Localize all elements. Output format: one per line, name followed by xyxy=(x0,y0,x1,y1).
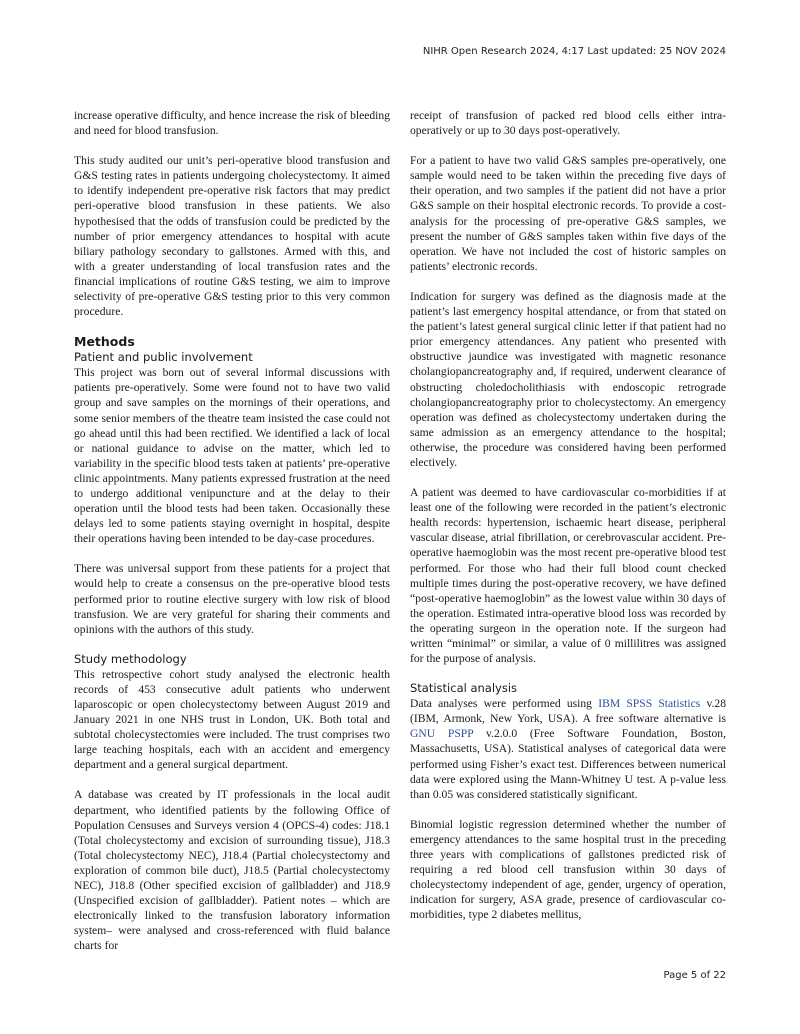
paragraph: Binomial logistic regression determined whether the number of emergency attendances to the same hospital trust in the preceding three years with complications of gallstones predicted risk of requiring a red blood cell transfusion within 30 days of cholecystectomy independent of age, gender, urgency of operation, indication for surgery, ASA grade, presence of cardiovascular co-morbidities, type 2 diabetes mellitus, xyxy=(410,817,726,922)
text-span: Data analyses were performed using xyxy=(410,697,599,711)
paragraph-statistical-analysis xyxy=(410,696,726,802)
paragraph: A patient was deemed to have cardiovascular co-morbidities if at least one of the following were recorded in the patient’s electronic health records: hypertension, ischaemic heart disease, peripheral vascular disease, atrial fibrillation, or cerebrovascular accident. Pre-operative haemoglobin was the most recent pre-operative blood test performed. For those who had their full blood count checked multiple times during the post-operative recovery, we have defined “post-operative haemoglobin” as the lowest value within 30 days of the operation. Estimated intra-operative blood loss was recorded by the operating surgeon in the operation note. If the surgeon had written “minimal” or similar, a value of 0 millilitres was assigned for the purpose of analysis. xyxy=(410,486,726,666)
paragraph: Indication for surgery was defined as the diagnosis made at the patient’s last emergency hospital attendance, or from that stated on the patient’s latest general surgical clinic letter if that patient had no prior emergency attendances. Any patient who presented with obstructive jaundice was investigated with magnetic resonance cholangiopancreatography and, if required, underwent clearance of obstructing choledocholithiasis with endoscopic retrograde cholangiopancreatography prior to cholecystectomy. An emergency operation was defined as cholecystectomy undertaken during the same admission as an emergency attendance to the hospital; otherwise, the procedure was considered having been performed electively. xyxy=(410,289,726,469)
running-head: NIHR Open Research 2024, 4:17 Last updated: 25 NOV 2024 xyxy=(422,46,726,57)
paragraph: This project was born out of several informal discussions with patients pre-operatively. Some were found not to have two valid group and save samples on the mornings of their operations, and some senior members of the theatre team insisted the case could not go ahead until this had been rectified. We identified a lack of local or national guidance to advise on the matter, which led to variability in the specific blood tests taken at patients’ pre-operative clinic appointments. Many patients expressed frustration at the need to undergo additional venipuncture and at the delay to their operation until the blood tests had been taken. Occasionally these delays led to some patients staying overnight in hospital, despite their operations having been intended to be day-case procedures. xyxy=(74,366,390,546)
subsection-heading-ppi: Patient and public involvement xyxy=(74,350,253,365)
right-column xyxy=(410,108,726,938)
subsection-heading-statistical-analysis: Statistical analysis xyxy=(410,681,518,696)
paragraph: This retrospective cohort study analysed the electronic health records of 453 consecutive adult patients who underwent laparoscopic or open cholecystectomy between August 2019 and January 2021 in one NHS trust in London, UK. Both total and subtotal cholecystectomies were included. The trust comprises two large teaching hospitals, each with an accident and emergency department and a general surgical department. xyxy=(74,667,390,772)
paragraph: receipt of transfusion of packed red blood cells either intra-operatively or up to 30 days post-operatively. xyxy=(410,109,726,138)
paragraph: increase operative difficulty, and hence increase the risk of bleeding and need for blood transfusion. xyxy=(74,109,390,138)
page-number: Page 5 of 22 xyxy=(663,970,726,981)
text-span: v.28 (IBM, Armonk, New York, USA). A free software alternative is xyxy=(410,697,726,726)
text-span: v.2.0.0 (Free Software Foundation, Boston, Massachusetts, USA). Statistical analyses of categorical data were performed using Fisher’s exact test. Differences between numerical data were explored using the Mann-Whitney U test. A p-value less than 0.05 was considered statistically significant. xyxy=(410,727,726,801)
ibm-spss-link[interactable]: IBM SPSS Statistics xyxy=(598,697,701,711)
paragraph: For a patient to have two valid G&S samples pre-operatively, one sample would need to be taken within the preceding five days of their operation, and two samples if the patient did not have a prior G&S sample on their hospital electronic records. To provide a cost-analysis for the processing of pre-operative G&S samples, we present the number of G&S samples taken within five days of the operation. We have not included the cost of historic samples on patients’ electronic records. xyxy=(410,154,726,273)
paragraph: A database was created by IT professionals in the local audit department, who identified patients by the following Office of Population Censuses and Surveys version 4 (OPCS-4) codes: J18.1 (Total cholecystectomy and excision of surrounding tissue), J18.3 (Total cholecystectomy NEC), J18.4 (Partial cholecystectomy and exploration of common bile duct), J18.5 (Partial cholecystectomy NEC), J18.8 (Other specified excision of gallbladder) and J18.9 (Unspecified excision of gallbladder). Patient notes – which are electronically linked to the transfusion laboratory information system– were analysed and cross-referenced with fluid balance charts for xyxy=(74,788,390,953)
paragraph: This study audited our unit’s peri-operative blood transfusion and G&S testing rates in patients undergoing cholecystectomy. It aimed to identify independent pre-operative risk factors that may predict peri-operative blood transfusion in these patients. We also hypothesised that the odds of transfusion could be predicted by the number of prior emergency attendances to hospital with acute biliary pathology secondary to gallstones. Armed with this, and with a greater understanding of local transfusion rates and the financial implications of routine G&S testing, we aim to improve selectivity of pre-operative G&S testing prior to this very common procedure. xyxy=(74,154,390,319)
subsection-heading-study-methodology: Study methodology xyxy=(74,651,187,666)
paragraph: There was universal support from these patients for a project that would help to create a consensus on the pre-operative blood tests performed prior to routine elective surgery with low risk of blood transfusion. We are very grateful for sharing their comments and opinions with the authors of this study. xyxy=(74,562,390,636)
section-heading-methods: Methods xyxy=(74,334,135,350)
gnu-pspp-link[interactable]: GNU PSPP xyxy=(410,727,474,741)
left-column xyxy=(74,108,390,969)
